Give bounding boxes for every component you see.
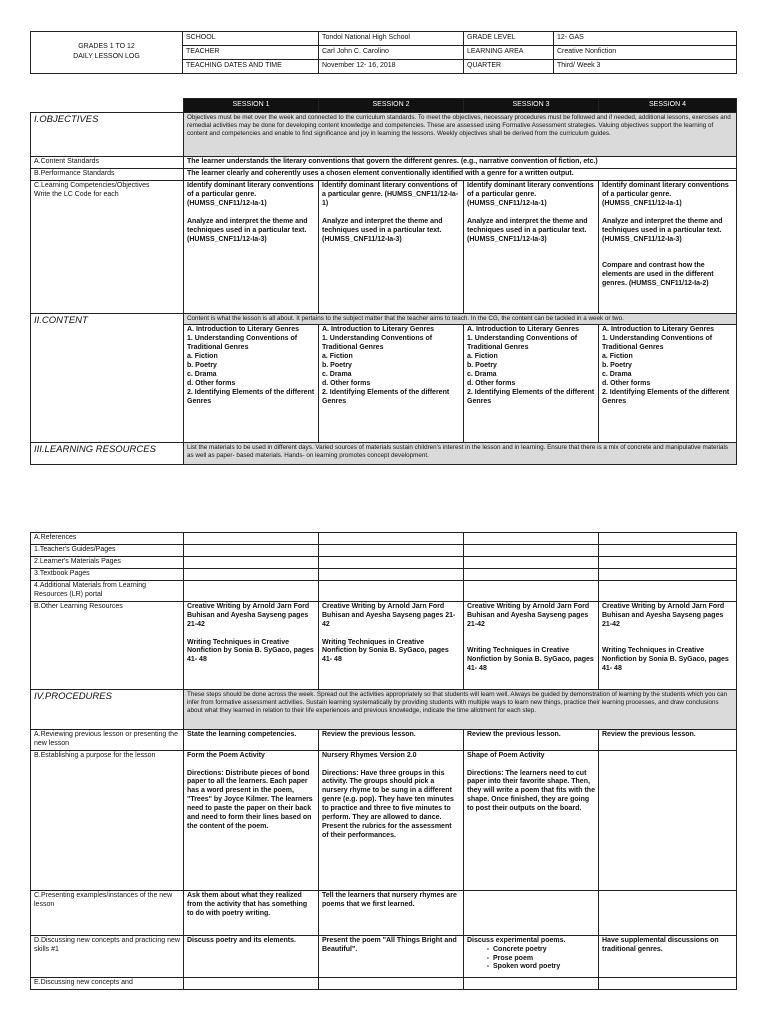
header-table <box>30 31 737 74</box>
discussing-1-label: D.Discussing new concepts and practicing new skills #1 <box>31 935 184 977</box>
content-session-4: A. Introduction to Literary Genres 1. Understanding Conventions of Traditional Genres a. Fiction b. Poetry c. Drama d. Other forms 2. Identifying Elements of the different Genres <box>599 325 737 443</box>
area-label: LEARNING AREA <box>464 45 554 59</box>
area-value: Creative Nonfiction <box>554 45 737 59</box>
examples-session-3 <box>464 890 599 935</box>
content-heading: II.CONTENT <box>31 313 184 442</box>
other-resources-session-3: Creative Writing by Arnold Jarn Ford Buhisan and Ayesha Sayseng pages 21-42 Writing Techniques in Creative Nonfiction by Sonia B. SyGaco, pages 41- 48 <box>464 601 599 689</box>
competencies-session-2: Identify dominant literary conventions of a particular genre. (HUMSS_CNF11/12-Ia-1) Analyze and interpret the theme and techniques used in a particular text. (HUMSS_CNF11/12-Ia-3) <box>319 180 464 313</box>
session-2-header: SESSION 2 <box>319 99 464 113</box>
procedures-note: These steps should be done across the week. Spread out the activities appropriately so that students will learn well. Always be guided by demonstration of learning by the students which you can infer from formative assessment activities. Sustain learning systematically by providing students with multiple ways to learn new things, practice their learning processes, and draw conclusions about what they learned in relation to their life experiences and previous knowledge, indicate the time allotment for each step. <box>184 689 737 729</box>
reviewing-session-1: State the learning competencies. <box>184 729 319 750</box>
content-session-1: A. Introduction to Literary Genres 1. Understanding Conventions of Traditional Genres a. Fiction b. Poetry c. Drama d. Other forms 2. Identifying Elements of the different Genres <box>184 325 319 443</box>
textbook-pages-label: 3.Textbook Pages <box>31 568 184 580</box>
reviewing-label: A.Reviewing previous lesson or presenting the new lesson <box>31 729 184 750</box>
discussing-1-session-2: Present the poem "All Things Bright and Beautiful". <box>319 935 464 977</box>
resources-heading: III.LEARNING RESOURCES <box>31 443 184 465</box>
reviewing-session-2: Review the previous lesson. <box>319 729 464 750</box>
performance-standards: The learner clearly and coherently uses a chosen element conventionally identified with a genre for a written output. <box>184 168 737 180</box>
purpose-label: B.Establishing a purpose for the lesson <box>31 750 184 890</box>
list-item: - Spoken word poetry <box>493 963 595 972</box>
objectives-note: Objectives must be met over the week and connected to the curriculum standards. To meet the objectives, necessary procedures must be followed and if needed, additional lessons, exercises and remedial activities may be done for developing content knowledge and competencies. These are assessed using Formative Assessment strategies. Valuing objectives support the learning of content and competencies and enable to find significance and joy in learning the lessons. Weekly objectives shall be derived from the curriculum guides. <box>184 112 737 156</box>
examples-label: C.Presenting examples/instances of the new lesson <box>31 890 184 935</box>
list-item: - Prose poem <box>493 955 595 964</box>
purpose-session-1: Form the Poem Activity Directions: Distribute pieces of bond paper to all the learners. Each paper has a word present in the poem, "Trees" by Joyce Kilmer. The learners need to paste the paper on their back and need to form their lines based on the content of the poem. <box>184 750 319 890</box>
performance-standards-label: B.Performance Standards <box>31 168 184 180</box>
resources-note: List the materials to be used in different days. Varied sources of materials sustain children's interest in the lesson and in learning. Ensure that there is a mix of concrete and manipulative materials as well as paper- based materials. Hands- on learning promotes concept development. <box>184 443 737 465</box>
examples-session-2: Tell the learners that nursery rhymes are poems that we first learned. <box>319 890 464 935</box>
examples-session-1: Ask them about what they realized from the activity that has something to do with poetry writing. <box>184 890 319 935</box>
quarter-value: Third/ Week 3 <box>554 59 737 73</box>
teacher-label: TEACHER <box>183 45 319 59</box>
procedures-heading: IV.PROCEDURES <box>31 689 184 729</box>
list-item: - Concrete poetry <box>493 946 595 955</box>
content-standards: The learner understands the literary conventions that govern the different genres. (e.g., narrative convention of fiction, etc.) <box>184 156 737 168</box>
other-resources-session-4: Creative Writing by Arnold Jarn Ford Buhisan and Ayesha Sayseng pages 21-42 Writing Techniques in Creative Nonfiction by Sonia B. SyGaco, pages 41- 48 <box>599 601 737 689</box>
purpose-session-2: Nursery Rhymes Version 2.0 Directions: Have three groups in this activity. The groups should pick a nursery rhyme to be sung in a different genre (e.g. pop). They have ten minutes to practice and three to five minutes to perform. They are allowed to dance. Present the rubrics for the assessment of their performances. <box>319 750 464 890</box>
other-resources-label: B.Other Learning Resources <box>31 601 184 689</box>
references-label: A.References <box>31 533 184 545</box>
discussing-1-session-1: Discuss poetry and its elements. <box>184 935 319 977</box>
discussing-1-session-3 <box>464 935 599 977</box>
quarter-label: QUARTER <box>464 59 554 73</box>
reviewing-session-3: Review the previous lesson. <box>464 729 599 750</box>
grade-label: GRADE LEVEL <box>464 32 554 46</box>
dates-label: TEACHING DATES AND TIME <box>183 59 319 73</box>
reviewing-session-4: Review the previous lesson. <box>599 729 737 750</box>
competencies-session-1: Identify dominant literary conventions of a particular genre. (HUMSS_CNF11/12-Ia-1) Analyze and interpret the theme and techniques used in a particular text. (HUMSS_CNF11/12-Ia-3) <box>184 180 319 313</box>
competencies-session-3: Identify dominant literary conventions of a particular genre. (HUMSS_CNF11/12-Ia-1) Analyze and interpret the theme and techniques used in a particular text. (HUMSS_CNF11/12-Ia-3) <box>464 180 599 313</box>
other-resources-session-2: Creative Writing by Arnold Jarn Ford Buhisan and Ayesha Sayseng pages 21-42 Writing Techniques in Creative Nonfiction by Sonia B. SyGaco, pages 41- 48 <box>319 601 464 689</box>
grade-value: 12- GAS <box>554 32 737 46</box>
experimental-poems-text: Discuss experimental poems. <box>467 936 566 944</box>
lesson-table-part2 <box>30 532 737 990</box>
content-note: Content is what the lesson is all about. It pertains to the subject matter that the teacher aims to teach. In the CG, the content can be tackled in a week or two. <box>184 313 737 324</box>
objectives-heading: I.OBJECTIVES <box>31 112 184 156</box>
purpose-session-3: Shape of Poem Activity Directions: The learners need to cut paper into their favorite shape. Then, they will write a poem that fits with the shape. Once finished, they are going to post their outputs on the board. <box>464 750 599 890</box>
content-standards-label: A.Content Standards <box>31 156 184 168</box>
title-line1: GRADES 1 TO 12 <box>78 42 135 50</box>
discussing-2-label: E.Discussing new concepts and <box>31 977 184 989</box>
additional-materials-label: 4.Additional Materials from Learning Resources (LR) portal <box>31 580 184 601</box>
teacher-value: Carl John C. Carolino <box>319 45 464 59</box>
competencies-label: C.Learning Competencies/Objectives Write the LC Code for each <box>31 180 184 313</box>
log-title <box>31 32 183 74</box>
competencies-session-4: Identify dominant literary conventions of a particular genre. (HUMSS_CNF11/12-Ia-1) Analyze and interpret the theme and techniques used in a particular text. (HUMSS_CNF11/12-Ia-3) Compare and contrast how the elements are used in the different genres. (HUMSS_CNF11/12-Ia-2) <box>599 180 737 313</box>
school-value: Tondol National High School <box>319 32 464 46</box>
content-session-3: A. Introduction to Literary Genres 1. Understanding Conventions of Traditional Genres a. Fiction b. Poetry c. Drama d. Other forms 2. Identifying Elements of the different Genres <box>464 325 599 443</box>
discussing-1-session-4: Have supplemental discussions on traditional genres. <box>599 935 737 977</box>
session-4-header: SESSION 4 <box>599 99 737 113</box>
other-resources-session-1: Creative Writing by Arnold Jarn Ford Buhisan and Ayesha Sayseng pages 21-42 Writing Techniques in Creative Nonfiction by Sonia B. SyGaco, pages 41- 48 <box>184 601 319 689</box>
learners-materials-label: 2.Learner's Materials Pages <box>31 556 184 568</box>
examples-session-4 <box>599 890 737 935</box>
school-label: SCHOOL <box>183 32 319 46</box>
purpose-session-4 <box>599 750 737 890</box>
session-1-header: SESSION 1 <box>184 99 319 113</box>
lesson-table-part1 <box>30 98 737 465</box>
title-line2: DAILY LESSON LOG <box>73 53 140 61</box>
experimental-poems-list <box>467 946 595 973</box>
content-session-2: A. Introduction to Literary Genres 1. Understanding Conventions of Traditional Genres a. Fiction b. Poetry c. Drama d. Other forms 2. Identifying Elements of the different Genres <box>319 325 464 443</box>
teachers-guide-label: 1.Teacher's Guides/Pages <box>31 544 184 556</box>
session-3-header: SESSION 3 <box>464 99 599 113</box>
dates-value: November 12- 16, 2018 <box>319 59 464 73</box>
